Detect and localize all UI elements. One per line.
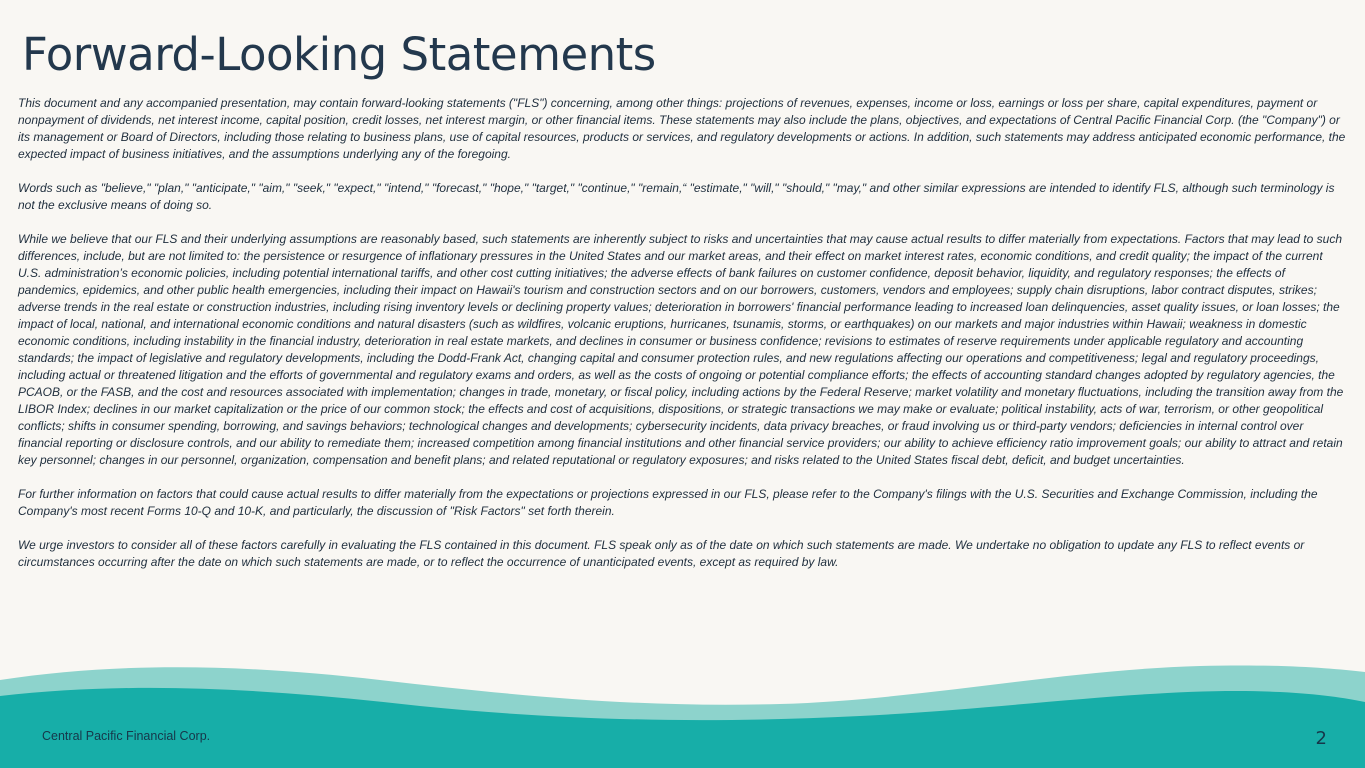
paragraph-intro: This document and any accompanied presentation, may contain forward-looking statements ("FLS") concerning, among other things: projections of revenues, expenses, income or loss, earnings or loss per share, capital expenditures, payment or nonpayment of dividends, net interest income, capital position, credit losses, net interest margin, or other financial items. These statements may also include the plans, objectives, and expectations of Central Pacific Financial Corp. (the "Company") or its management or Board of Directors, including those relating to business plans, use of capital resources, products or services, and regulatory developments or actions. In addition, such statements may address anticipated economic performance, the expected impact of business initiatives, and the assumptions underlying any of the foregoing. [18,96,1346,161]
paragraph-risk-factors: While we believe that our FLS and their underlying assumptions are reasonably based, such statements are inherently subject to risks and uncertainties that may cause actual results to differ materially from expectations. Factors that may lead to such differences, include, but are not limited to: the persistence or resurgence of inflationary pressures in the United States and our market areas, and their effect on market interest rates, economic conditions, and credit quality; the impact of the current U.S. administration’s economic policies, including potential international tariffs, and other cost cutting initiatives; the adverse effects of bank failures on customer confidence, deposit behavior, liquidity, and regulatory responses; the effects of pandemics, epidemics, and other public health emergencies, including their impact on Hawaii's tourism and construction sectors and on our borrowers, customers, vendors and employees; supply chain disruptions, labor contract disputes, strikes; adverse trends in the real estate or construction industries, including rising inventory levels or declining property values; deterioration in borrowers' financial performance leading to increased loan delinquencies, asset quality issues, or loan losses; the impact of local, national, and international economic conditions and natural disasters (such as wildfires, volcanic eruptions, hurricanes, tsunamis, storms, or earthquakes) on our markets and major industries within Hawaii; weakness in domestic economic conditions, including instability in the financial industry, deterioration in real estate markets, and declines in consumer or business confidence; revisions to estimates of reserve requirements under applicable regulatory and accounting standards; the impact of legislative and regulatory developments, including the Dodd-Frank Act, changing capital and consumer protection rules, and new regulations affecting our operations and competitiveness; legal and regulatory proceedings, including actual or threatened litigation and the efforts of governmental and regulatory exams and orders, as well as the costs of ongoing or potential compliance efforts; the effects of accounting standard changes adopted by regulatory agencies, the PCAOB, or the FASB, and the cost and resources associated with implementation; changes in trade, monetary, or fiscal policy, including actions by the Federal Reserve; market volatility and monetary fluctuations, including the transition away from the LIBOR Index; declines in our market capitalization or the price of our common stock; the effects and cost of acquisitions, dispositions, or strategic transactions we may make or evaluate; political instability, acts of war, terrorism, or other geopolitical conflicts; shifts in consumer spending, borrowing, and savings behaviors; technological changes and developments; cybersecurity incidents, data privacy breaches, or fraud involving us or third-party vendors; deficiencies in internal control over financial reporting or disclosure controls, and our ability to remediate them; increased competition among financial institutions and other financial service providers; our ability to achieve efficiency ratio improvement goals; our ability to attract and retain key personnel; changes in our personnel, organization, compensation and benefit plans; and related reputational or regulatory exposures; and risks related to the United States fiscal debt, deficit, and budget uncertainties. [18,232,1344,467]
paragraph-investor-caution: We urge investors to consider all of these factors carefully in evaluating the FLS contained in this document. FLS speak only as of the date on which such statements are made. We undertake no obligation to update any FLS to reflect events or circumstances occurring after the date on which such statements are made, or to reflect the occurrence of unanticipated events, except as required by law. [18,538,1305,569]
footer-company-name: Central Pacific Financial Corp. [42,729,211,743]
footer-wave [0,658,1365,768]
footer-wave-dark [0,688,1365,768]
paragraph-terminology: Words such as "believe," "plan," "anticipate," "aim," "seek," "expect," "intend," "forecast," "hope," "target," "continue," "remain,“ "estimate," "will," "should," "may," and other similar expressions are intended to identify FLS, although such terminology is not the exclusive means of doing so. [18,181,1335,212]
page-number: 2 [1315,728,1327,749]
page-title: Forward-Looking Statements [22,28,656,81]
disclaimer-body [18,95,1348,571]
paragraph-further-info: For further information on factors that could cause actual results to differ materially from the expectations or projections expressed in our FLS, please refer to the Company's filings with the U.S. Securities and Exchange Commission, including the Company's most recent Forms 10-Q and 10-K, and particularly, the discussion of "Risk Factors" set forth therein. [18,487,1318,518]
